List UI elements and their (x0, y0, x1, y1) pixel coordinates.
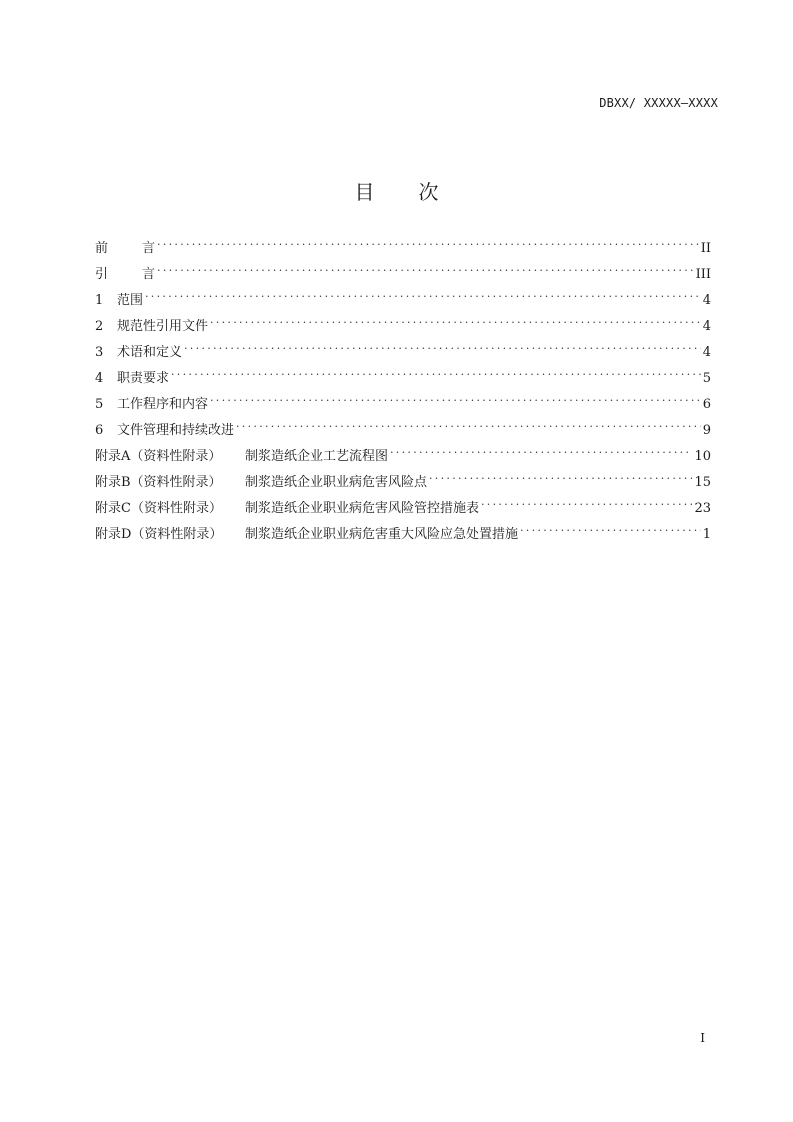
toc-entry-procedures[interactable] (95, 394, 711, 420)
toc-entry-number: 3 (95, 345, 104, 360)
toc-entry-label: 文件管理和持续改进 (117, 423, 235, 438)
toc-entry-page: 15 (694, 475, 711, 490)
toc-entry-appendix-d[interactable] (95, 524, 711, 550)
toc-entry-document-management[interactable] (95, 420, 711, 446)
toc-appendix-prefix: 附录B（资料性附录） (95, 475, 222, 490)
toc-entry-label: 前 言 (95, 241, 156, 256)
table-of-contents (95, 238, 711, 550)
toc-dot-leader (236, 420, 701, 434)
toc-dot-leader (429, 472, 692, 486)
toc-entry-terms-definitions[interactable] (95, 342, 711, 368)
toc-entry-page: III (695, 267, 711, 282)
toc-entry-number: 6 (95, 423, 104, 438)
toc-entry-page: 4 (702, 345, 711, 360)
toc-entry-label: 范围 (117, 293, 144, 308)
toc-entry-introduction[interactable] (95, 264, 711, 290)
toc-entry-number: 2 (95, 319, 104, 334)
toc-entry-label: 工作程序和内容 (117, 397, 209, 412)
toc-entry-label: 引 言 (95, 267, 156, 282)
toc-entry-appendix-b[interactable] (95, 472, 711, 498)
toc-title (0, 176, 793, 205)
toc-entry-number: 1 (95, 293, 104, 308)
toc-entry-page: II (700, 241, 711, 256)
toc-entry-label: 规范性引用文件 (117, 319, 209, 334)
toc-appendix-prefix: 附录C（资料性附录） (95, 501, 222, 516)
toc-dot-leader (210, 394, 701, 408)
page-number: I (700, 1031, 705, 1045)
toc-entry-responsibilities[interactable] (95, 368, 711, 394)
toc-dot-leader (157, 264, 694, 278)
toc-entry-number: 5 (95, 397, 104, 412)
toc-entry-label: 制浆造纸企业职业病危害重大风险应急处置措施 (245, 527, 519, 542)
toc-entry-page: 6 (702, 397, 711, 412)
toc-dot-leader (157, 238, 699, 252)
toc-entry-page: 4 (702, 293, 711, 308)
toc-entry-label: 制浆造纸企业职业病危害风险管控措施表 (245, 501, 480, 516)
toc-entry-page: 10 (694, 449, 711, 464)
toc-entry-page: 5 (702, 371, 711, 386)
toc-entry-page: 1 (702, 527, 711, 542)
toc-entry-normative-references[interactable] (95, 316, 711, 342)
toc-entry-number: 4 (95, 371, 104, 386)
toc-entry-page: 4 (702, 319, 711, 334)
toc-entry-page: 9 (702, 423, 711, 438)
toc-dot-leader (184, 342, 701, 356)
toc-entry-label: 制浆造纸企业职业病危害风险点 (245, 475, 428, 490)
toc-entry-foreword[interactable] (95, 238, 711, 264)
toc-dot-leader (145, 290, 701, 304)
toc-dot-leader (481, 498, 692, 512)
toc-entry-label: 职责要求 (117, 371, 170, 386)
toc-entry-label: 术语和定义 (117, 345, 183, 360)
toc-title-char-2: 次 (418, 180, 439, 204)
toc-entry-appendix-c[interactable] (95, 498, 711, 524)
toc-entry-page: 23 (694, 501, 711, 516)
toc-dot-leader (390, 446, 692, 460)
toc-dot-leader (171, 368, 701, 382)
toc-entry-scope[interactable] (95, 290, 711, 316)
toc-title-char-1: 目 (354, 180, 375, 204)
toc-appendix-prefix: 附录A（资料性附录） (95, 449, 222, 464)
toc-entry-appendix-a[interactable] (95, 446, 711, 472)
toc-dot-leader (210, 316, 701, 330)
toc-dot-leader (520, 524, 701, 538)
document-code: DBXX/ XXXXX—XXXX (599, 96, 718, 110)
toc-entry-label: 制浆造纸企业工艺流程图 (245, 449, 389, 464)
toc-appendix-prefix: 附录D（资料性附录） (95, 527, 223, 542)
